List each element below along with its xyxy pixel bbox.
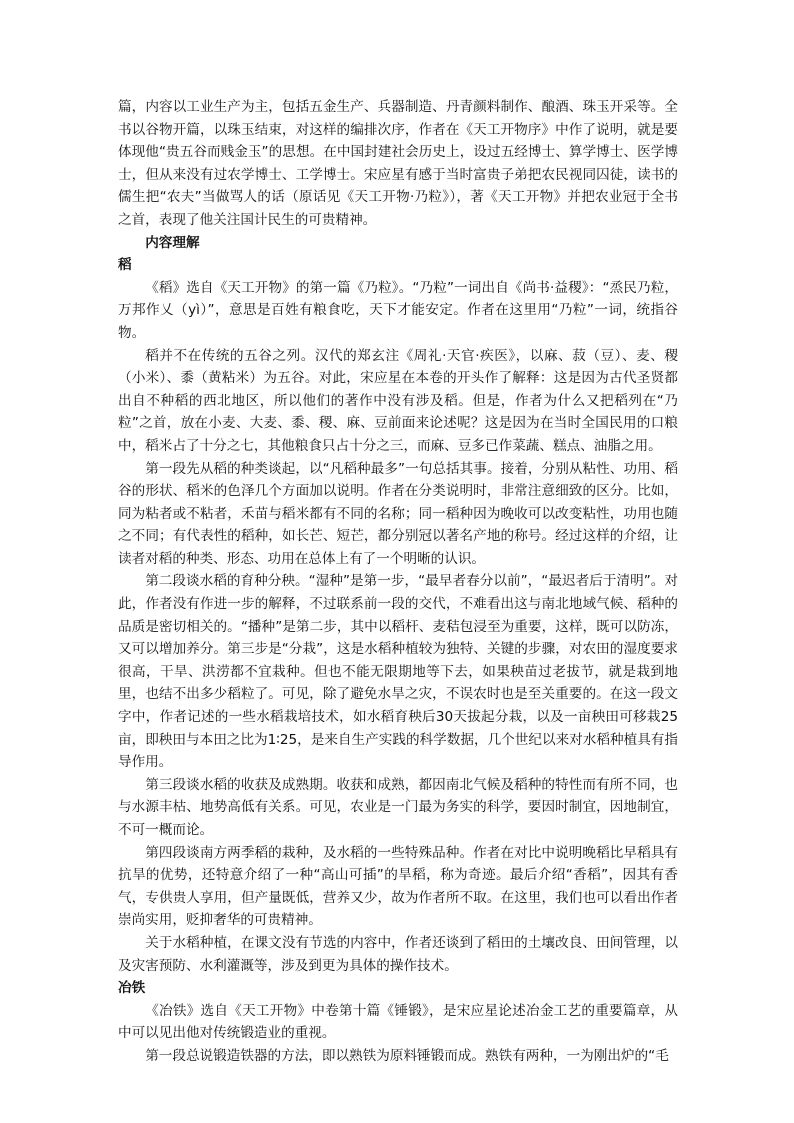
heading-yetie: 冶铁 bbox=[118, 980, 146, 997]
document-page bbox=[118, 96, 678, 1068]
dao-paragraph-5: 第三段谈水稻的收获及成熟期。收获和成熟，都因南北气候及稻种的特性而有所不同，也与水源丰枯、地势高低有关系。可见，农业是一门最为务实的科学，要因时制宜，因地制宜，不可一概而论。 bbox=[118, 776, 678, 838]
dao-paragraph-7: 关于水稻种植，在课文没有节选的内容中，作者还谈到了稻田的土壤改良、田间管理，以及灾害预防、水利灌溉等，涉及到更为具体的操作技术。 bbox=[118, 934, 678, 974]
section-heading: 内容理解 bbox=[145, 234, 200, 251]
dao-paragraph-4: 第二段谈水稻的育种分秧。“湿种”是第一步，“最早者春分以前”，“最迟者后于清明”。对此，作者没有作进一步的解释，不过联系前一段的交代，不难看出这与南北地域气候、稻种的品质是密切相关的。“播种”是第二步，其中以稻杆、麦秸包浸至为重要，这样，既可以防冻，又可以增加养分。第三步是“分栽”，这是水稻种植较为独特、关键的步骤，对农田的湿度要求很高，干旱、洪涝都不宜栽种。但也不能无限期地等下去，如果秧苗过老拔节，就是栽到地里，也结不出多少稻粒了。可见，除了避免水旱之灾，不误农时也是至关重要的。在这一段文字中，作者记述的一些水稻栽培技术，如水稻育秧后30天拔起分栽，以及一亩秧田可移栽25亩，即秧田与本田之比为1∶25，是来自生产实践的科学数据，几个世纪以来对水稻种植具有指导作用。 bbox=[118, 573, 678, 771]
intro-paragraph: 篇，内容以工业生产为主，包括五金生产、兵器制造、丹青颜料制作、酿酒、珠玉开采等。全书以谷物开篇，以珠玉结束，对这样的编排次序，作者在《天工开物序》中作了说明，就是要体现他“贵五谷而贱金玉”的思想。在中国封建社会历史上，设过五经博士、算学博士、医学博士，但从来没有过农学博士、工学博士。宋应星有感于当时富贵子弟把农民视同囚徒，读书的儒生把“农夫”当做骂人的话（原话见《天工开物·乃粒》），著《天工开物》并把农业冠于全书之首，表现了他关注国计民生的可贵精神。 bbox=[118, 99, 678, 228]
dao-paragraph-3: 第一段先从稻的种类谈起，以“凡稻种最多”一句总括其事。接着，分别从粘性、功用、稻谷的形状、稻米的色泽几个方面加以说明。作者在分类说明时，非常注意细致的区分。比如，同为粘者或不粘者，禾苗与稻米都有不同的名称；同一稻种因为晚收可以改变粘性，功用也随之不同；有代表性的稻种，如长芒、短芒，都分别冠以著名产地的称号。经过这样的介绍，让读者对稻的种类、形态、功用在总体上有了一个明晰的认识。 bbox=[118, 460, 678, 567]
heading-dao: 稻 bbox=[118, 257, 132, 274]
dao-paragraph-1: 《稻》选自《天工开物》的第一篇《乃粒》。“乃粒”一词出自《尚书·益稷》：“烝民乃粒，万邦作乂（yì）”，意思是百姓有粮食吃，天下才能安定。作者在这里用“乃粒”一词，统指谷物。 bbox=[118, 279, 678, 341]
dao-paragraph-2: 稻并不在传统的五谷之列。汉代的郑玄注《周礼·天官·疾医》，以麻、菽（豆）、麦、稷（小米）、黍（黄粘米）为五谷。对此，宋应星在本卷的开头作了解释：这是因为古代圣贤都出自不种稻的西北地区，所以他们的著作中没有涉及稻。但是，作者为什么又把稻列在“乃粒”之首，放在小麦、大麦、黍、稷、麻、豆前面来论述呢？这是因为在当时全国民用的口粮中，稻米占了十分之七，其他粮食只占十分之三，而麻、豆多已作菜蔬、糕点、油脂之用。 bbox=[118, 347, 678, 454]
dao-paragraph-6: 第四段谈南方两季稻的栽种，及水稻的一些特殊品种。作者在对比中说明晚稻比早稻具有抗旱的优势，还特意介绍了一种“高山可插”的旱稻，称为奇迹。最后介绍“香稻”，因其有香气，专供贵人享用，但产量既低，营养又少，故为作者所不取。在这里，我们也可以看出作者崇尚实用，贬抑奢华的可贵精神。 bbox=[118, 844, 678, 929]
yetie-paragraph-1: 《冶铁》选自《天工开物》中卷第十篇《锤锻》，是宋应星论述冶金工艺的重要篇章，从中可以见出他对传统锻造业的重视。 bbox=[118, 1002, 678, 1042]
yetie-paragraph-2: 第一段总说锻造铁器的方法，即以熟铁为原料锤锻而成。熟铁有两种，一为刚出炉的“毛 bbox=[145, 1047, 669, 1064]
